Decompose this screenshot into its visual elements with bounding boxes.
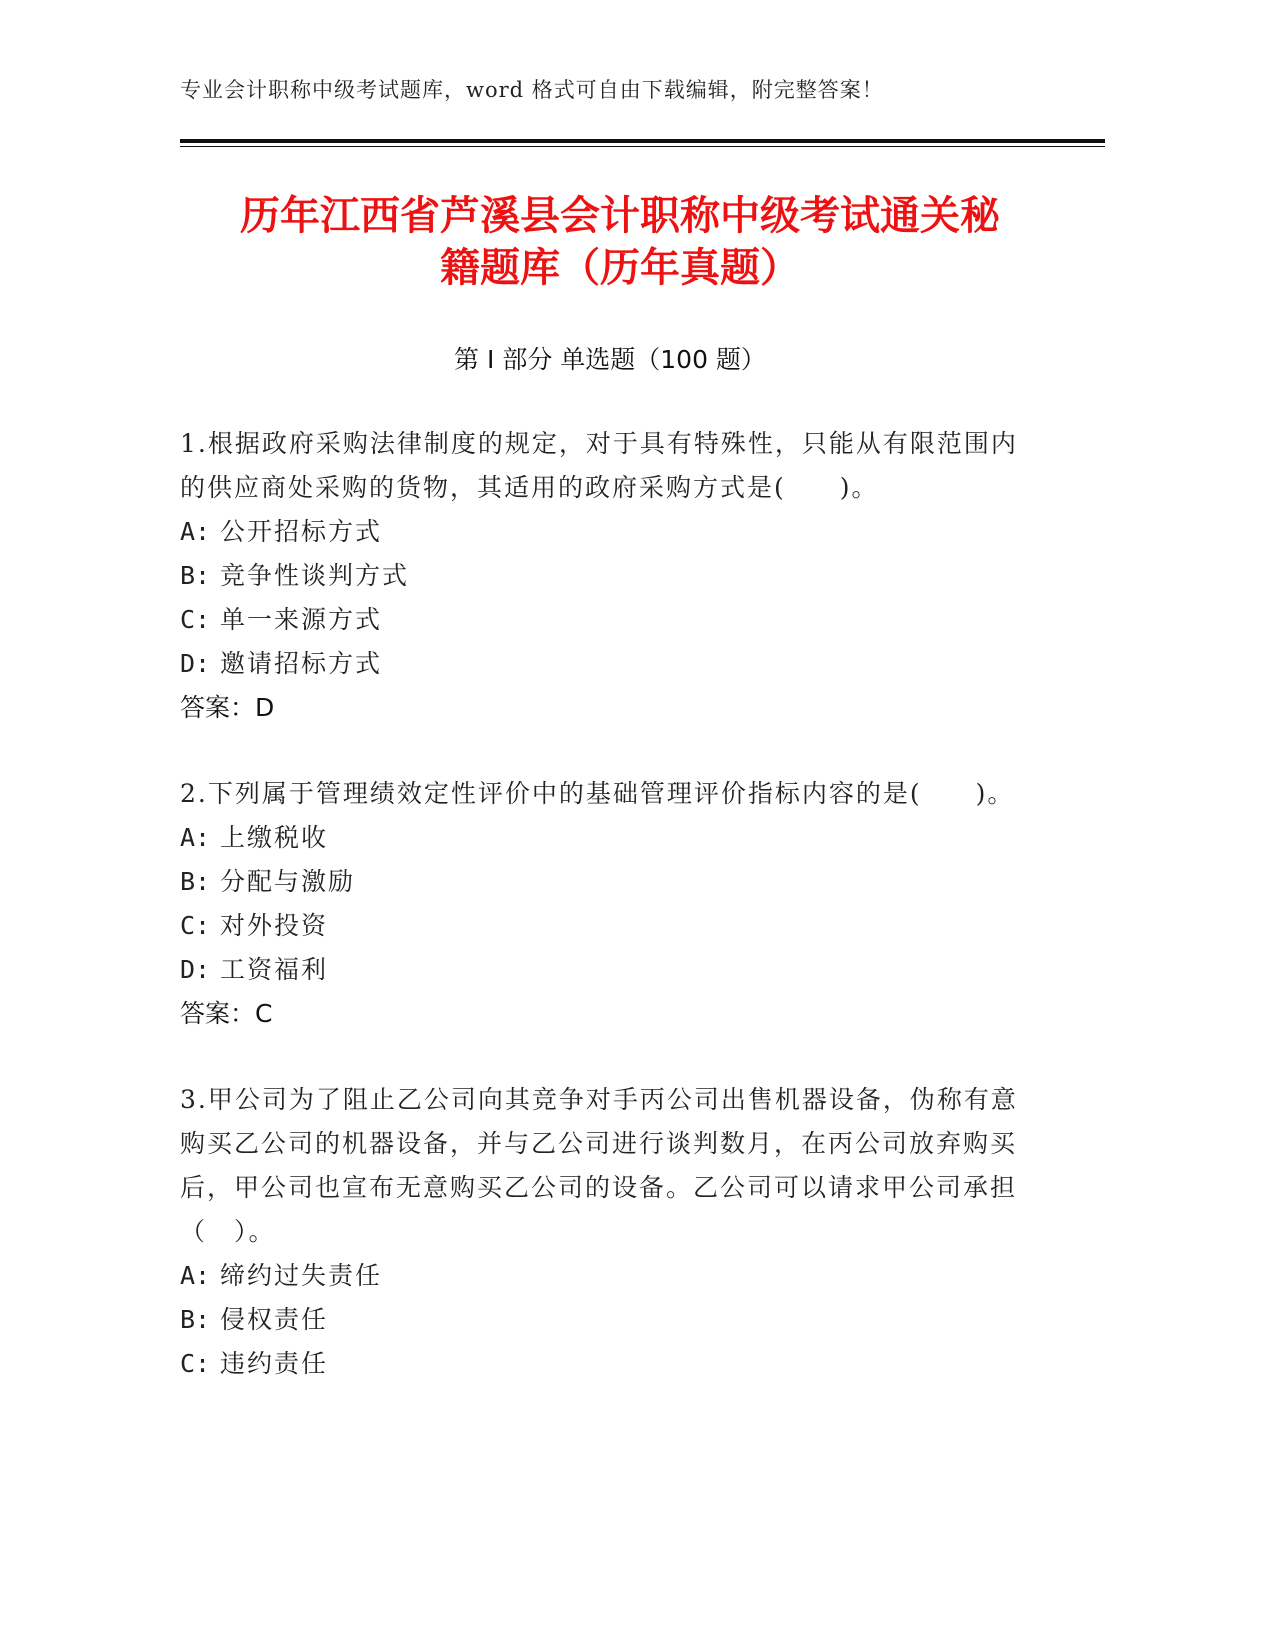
option-key: A: xyxy=(180,823,211,852)
document-title xyxy=(150,190,1090,294)
question-1 xyxy=(180,422,1020,730)
question-stem: 1.根据政府采购法律制度的规定，对于具有特殊性，只能从有限范围内的供应商处采购的货物，其适用的政府采购方式是( )。 xyxy=(180,429,1018,502)
option-key: C: xyxy=(180,1349,211,1378)
option-text: 分配与激励 xyxy=(220,867,356,896)
question-answer: 答案：C xyxy=(180,999,273,1028)
option-key: B: xyxy=(180,561,211,590)
option-a xyxy=(180,510,1020,554)
option-c xyxy=(180,1342,1020,1386)
option-b xyxy=(180,1298,1020,1342)
option-a xyxy=(180,816,1020,860)
document-title-line-1: 历年江西省芦溪县会计职称中级考试通关秘 xyxy=(240,193,1000,239)
option-text: 单一来源方式 xyxy=(220,605,383,634)
option-text: 违约责任 xyxy=(220,1349,329,1378)
option-key: B: xyxy=(180,867,211,896)
option-d xyxy=(180,948,1020,992)
header-note: 专业会计职称中级考试题库，word 格式可自由下载编辑，附完整答案！ xyxy=(180,78,884,102)
option-text: 公开招标方式 xyxy=(220,517,383,546)
option-key: C: xyxy=(180,605,211,634)
question-2 xyxy=(180,772,1020,1036)
option-key: A: xyxy=(180,517,211,546)
option-c xyxy=(180,598,1020,642)
option-d xyxy=(180,642,1020,686)
header-rule-thick xyxy=(180,139,1105,143)
option-text: 侵权责任 xyxy=(220,1305,329,1334)
question-answer: 答案：D xyxy=(180,693,275,722)
option-text: 工资福利 xyxy=(220,955,329,984)
option-key: D: xyxy=(180,955,211,984)
option-text: 邀请招标方式 xyxy=(220,649,383,678)
header-rule-thin xyxy=(180,146,1105,147)
section-title: 第 I 部分 单选题（100 题） xyxy=(454,345,766,374)
option-key: D: xyxy=(180,649,211,678)
option-text: 上缴税收 xyxy=(220,823,329,852)
question-stem: 3.甲公司为了阻止乙公司向其竞争对手丙公司出售机器设备，伪称有意购买乙公司的机器设备，并与乙公司进行谈判数月，在丙公司放弃购买后，甲公司也宣布无意购买乙公司的设备。乙公司可以请求甲公司承担（ ）。 xyxy=(180,1085,1018,1246)
question-3 xyxy=(180,1078,1020,1386)
document-title-line-2: 籍题库（历年真题） xyxy=(440,245,800,291)
question-list xyxy=(180,422,1020,1428)
question-stem: 2.下列属于管理绩效定性评价中的基础管理评价指标内容的是( )。 xyxy=(180,779,1015,808)
option-text: 对外投资 xyxy=(220,911,329,940)
option-b xyxy=(180,860,1020,904)
option-key: C: xyxy=(180,911,211,940)
option-text: 缔约过失责任 xyxy=(220,1261,383,1290)
option-b xyxy=(180,554,1020,598)
option-key: A: xyxy=(180,1261,211,1290)
option-key: B: xyxy=(180,1305,211,1334)
option-text: 竞争性谈判方式 xyxy=(220,561,410,590)
option-a xyxy=(180,1254,1020,1298)
option-c xyxy=(180,904,1020,948)
